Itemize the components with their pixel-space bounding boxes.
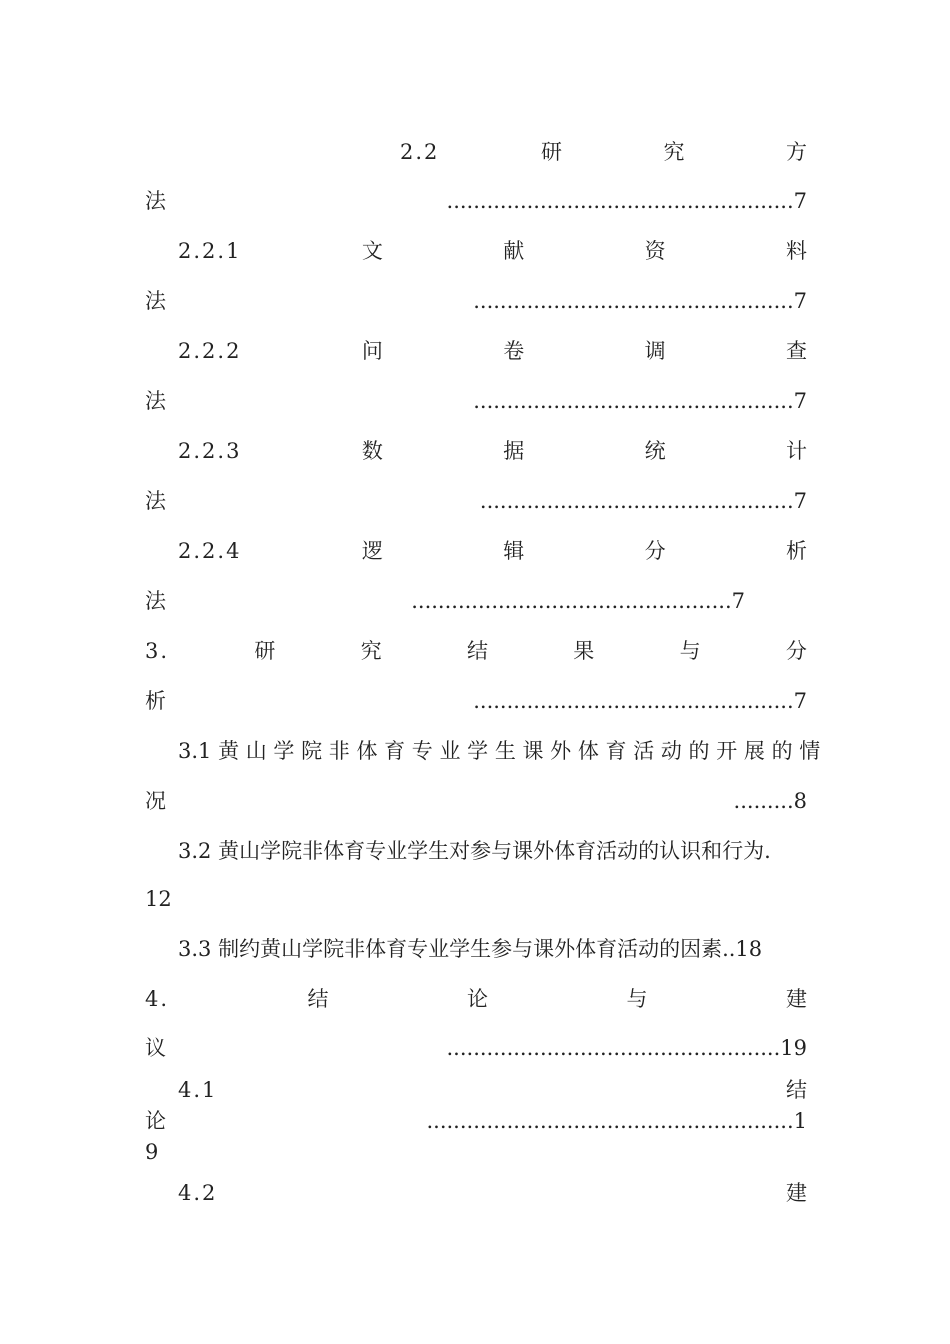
toc-char: 据 bbox=[503, 439, 525, 463]
toc-line bbox=[178, 236, 807, 266]
toc-line bbox=[178, 1178, 807, 1208]
toc-char: 法 bbox=[145, 289, 166, 313]
toc-line bbox=[178, 934, 807, 964]
toc-char: 析 bbox=[145, 689, 166, 713]
toc-char: 法 bbox=[145, 589, 166, 613]
toc-leader: ....................................................7 bbox=[446, 189, 807, 213]
toc-char: 析 bbox=[786, 539, 807, 563]
toc-char: 分 bbox=[785, 639, 807, 663]
toc-char: 调 bbox=[644, 339, 666, 363]
toc-char: 果 bbox=[573, 639, 595, 663]
toc-char: 卷 bbox=[503, 339, 525, 363]
toc-line bbox=[178, 1075, 807, 1105]
toc-number: 4. bbox=[145, 987, 170, 1011]
toc-char: 数 bbox=[361, 439, 383, 463]
toc-char: 结 bbox=[307, 987, 329, 1011]
toc-line bbox=[145, 586, 745, 616]
toc-char: 建 bbox=[785, 987, 807, 1011]
toc-leader: ...............................................7 bbox=[479, 489, 807, 513]
toc-char: 统 bbox=[644, 439, 666, 463]
toc-char: 法 bbox=[145, 189, 166, 213]
toc-char: 论 bbox=[145, 1109, 166, 1133]
toc-char: 况 bbox=[145, 789, 166, 813]
toc-char: 问 bbox=[361, 339, 383, 363]
toc-leader: ................................................7 bbox=[473, 289, 807, 313]
toc-leader: ................................................7 bbox=[473, 389, 807, 413]
toc-char: 文 bbox=[361, 239, 383, 263]
toc-entry-title: 3.2 黄山学院非体育专业学生对参与课外体育活动的认识和行为. bbox=[178, 839, 771, 863]
toc-number: 2.2 bbox=[400, 140, 440, 164]
toc-line bbox=[145, 386, 807, 416]
toc-char: 法 bbox=[145, 489, 166, 513]
toc-line bbox=[145, 884, 807, 914]
toc-line bbox=[178, 536, 807, 566]
toc-number: 2.2.1 bbox=[178, 239, 242, 263]
toc-line bbox=[145, 984, 807, 1014]
toc-line bbox=[145, 1106, 807, 1136]
toc-char: 议 bbox=[145, 1036, 166, 1060]
toc-char: 计 bbox=[786, 439, 807, 463]
toc-char: 究 bbox=[663, 140, 685, 164]
toc-line bbox=[145, 636, 807, 666]
toc-char: 结 bbox=[466, 639, 488, 663]
toc-char: 辑 bbox=[503, 539, 525, 563]
toc-number: 4.1 bbox=[178, 1078, 218, 1102]
toc-line bbox=[145, 1033, 807, 1063]
toc-char: 法 bbox=[145, 389, 166, 413]
toc-leader: ................................................7 bbox=[473, 689, 807, 713]
toc-line bbox=[178, 736, 821, 766]
toc-line bbox=[178, 336, 807, 366]
toc-char: 建 bbox=[786, 1181, 807, 1205]
toc-char: 方 bbox=[786, 140, 807, 164]
toc-char: 料 bbox=[786, 239, 807, 263]
toc-char: 资 bbox=[644, 239, 666, 263]
toc-char: 与 bbox=[626, 987, 648, 1011]
toc-char: 研 bbox=[254, 639, 276, 663]
toc-char: 与 bbox=[679, 639, 701, 663]
toc-char: 究 bbox=[360, 639, 382, 663]
toc-page-number: 12 bbox=[145, 887, 172, 911]
toc-leader: ..................................................19 bbox=[446, 1036, 807, 1060]
toc-line bbox=[145, 1137, 807, 1167]
toc-number: 3. bbox=[145, 639, 170, 663]
toc-line bbox=[145, 286, 807, 316]
toc-line bbox=[400, 137, 807, 167]
toc-line bbox=[178, 836, 807, 866]
toc-line bbox=[145, 486, 807, 516]
toc-entry-title: 3.3 制约黄山学院非体育专业学生参与课外体育活动的因素..18 bbox=[178, 937, 763, 961]
toc-char: 研 bbox=[540, 140, 562, 164]
toc-leader: ................................................7 bbox=[411, 589, 745, 613]
toc-entry-title: 3.1 黄 山 学 院 非 体 育 专 业 学 生 课 外 体 育 活 动 的 开 展 的 情 bbox=[178, 739, 821, 763]
toc-char: 论 bbox=[467, 987, 489, 1011]
toc-char: 查 bbox=[786, 339, 807, 363]
toc-page-number: 9 bbox=[145, 1140, 159, 1164]
toc-leader: .........8 bbox=[733, 789, 807, 813]
toc-line bbox=[145, 186, 807, 216]
toc-number: 2.2.2 bbox=[178, 339, 242, 363]
toc-number: 2.2.4 bbox=[178, 539, 242, 563]
toc-char: 结 bbox=[786, 1078, 807, 1102]
toc-line bbox=[145, 786, 807, 816]
toc-line bbox=[145, 686, 807, 716]
toc-char: 逻 bbox=[361, 539, 383, 563]
toc-number: 2.2.3 bbox=[178, 439, 242, 463]
toc-char: 献 bbox=[503, 239, 525, 263]
toc-number: 4.2 bbox=[178, 1181, 218, 1205]
toc-char: 分 bbox=[644, 539, 666, 563]
toc-line bbox=[178, 436, 807, 466]
toc-leader: .......................................................1 bbox=[426, 1109, 807, 1133]
